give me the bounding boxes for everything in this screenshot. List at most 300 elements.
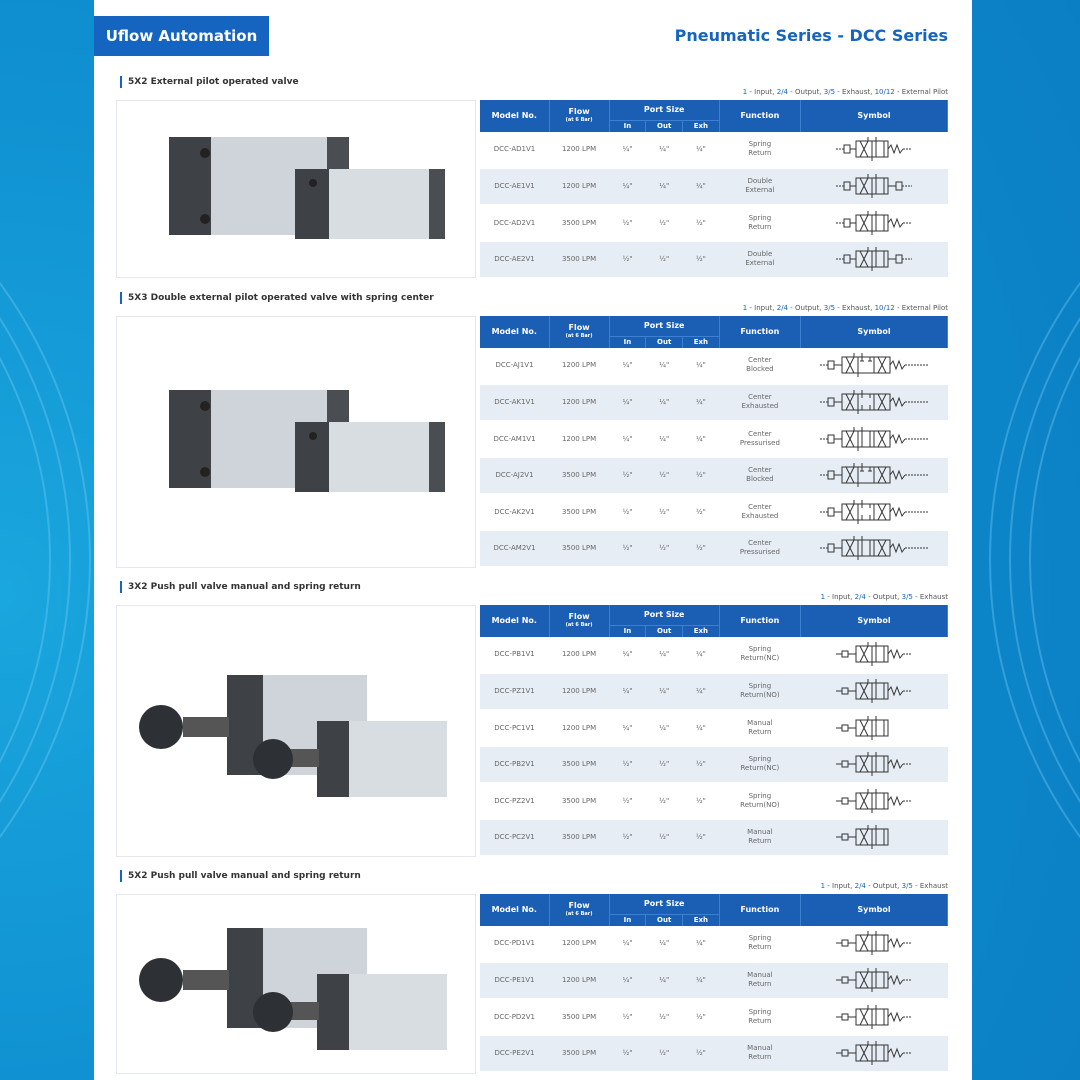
function-line: Manual (747, 718, 773, 727)
function-line: Return (748, 1053, 772, 1062)
function-line: Center (748, 429, 772, 438)
cell-in (609, 962, 646, 999)
product-photo (116, 894, 476, 1074)
cell-function (719, 962, 800, 999)
cell-flow-value: 3500 LPM (561, 760, 597, 769)
column-out-label: Out (657, 627, 672, 635)
table-row (480, 710, 948, 747)
cell-in-value: ½" (622, 255, 633, 264)
cell-exh-value: ¼" (695, 723, 706, 732)
function-line: Pressurised (739, 548, 780, 557)
section-title: 5X2 Push pull valve manual and spring return (120, 870, 361, 882)
column-model (480, 605, 549, 637)
cell-in-value: ¼" (622, 976, 633, 985)
cell-exh-value: ½" (695, 1012, 706, 1021)
legend-part: 1 (742, 88, 748, 96)
function-text (719, 466, 800, 484)
table-row (480, 494, 948, 531)
cell-out-value: ½" (659, 1012, 670, 1021)
cell-flow-value: 3500 LPM (561, 1049, 597, 1058)
column-port-size-label: Port Size (643, 321, 685, 331)
cell-model-value: DCC-AD1V1 (493, 145, 536, 154)
cell-in (609, 168, 646, 205)
cell-exh-value: ¼" (695, 398, 706, 407)
cell-function (719, 999, 800, 1036)
cell-symbol (801, 1035, 948, 1072)
column-in-label: In (623, 338, 632, 346)
legend-part: 3/5 (823, 304, 836, 312)
cell-flow-value: 3500 LPM (561, 471, 597, 480)
cell-flow-value: 3500 LPM (561, 544, 597, 553)
valve-symbol-icon (834, 788, 914, 814)
cell-model-value: DCC-PZ1V1 (494, 687, 535, 696)
cell-flow-value: 1200 LPM (561, 939, 597, 948)
cell-out (646, 926, 683, 963)
cell-in (609, 530, 646, 567)
series-title: Pneumatic Series - DCC Series (674, 26, 948, 45)
cell-out (646, 348, 683, 385)
column-port-size (609, 894, 719, 914)
column-symbol (801, 605, 948, 637)
cell-exh (683, 132, 720, 169)
cell-in (609, 999, 646, 1036)
cell-in-value: ½" (622, 471, 633, 480)
cell-in-value: ½" (622, 796, 633, 805)
cell-in (609, 384, 646, 421)
cell-exh-value: ¼" (695, 650, 706, 659)
legend-part: - Output, (865, 882, 902, 890)
cell-function (719, 926, 800, 963)
cell-exh-value: ½" (695, 507, 706, 516)
cell-model-value: DCC-AE2V1 (494, 255, 535, 264)
column-flow-label: Flow (568, 900, 590, 910)
cell-out-value: ½" (659, 255, 670, 264)
column-exh (683, 625, 720, 637)
column-model-label: Model No. (491, 327, 537, 337)
cell-in (609, 710, 646, 747)
cell-exh (683, 673, 720, 710)
column-port-size (609, 605, 719, 625)
column-out (646, 336, 683, 348)
cell-exh (683, 746, 720, 783)
table-row (480, 999, 948, 1036)
valve-symbol-icon (818, 499, 930, 525)
cell-out-value: ½" (659, 1049, 670, 1058)
column-model (480, 894, 549, 926)
cell-exh (683, 1035, 720, 1072)
cell-flow-value: 3500 LPM (561, 796, 597, 805)
cell-flow (549, 926, 609, 963)
table-row (480, 962, 948, 999)
cell-function (719, 530, 800, 567)
column-function (719, 894, 800, 926)
cell-flow (549, 710, 609, 747)
cell-in (609, 783, 646, 820)
cell-model (480, 168, 549, 205)
cell-exh-value: ¼" (695, 687, 706, 696)
cell-exh (683, 457, 720, 494)
port-legend (743, 88, 948, 96)
column-model-label: Model No. (491, 111, 537, 121)
cell-in-value: ¼" (622, 723, 633, 732)
table-row (480, 926, 948, 963)
function-line: Spring (748, 140, 772, 149)
cell-function (719, 746, 800, 783)
table-row (480, 348, 948, 385)
cell-model (480, 962, 549, 999)
section-title: 5X2 External pilot operated valve (120, 76, 299, 88)
table-row (480, 241, 948, 278)
cell-flow-value: 1200 LPM (561, 145, 597, 154)
cell-in-value: ½" (622, 507, 633, 516)
function-line: Double (747, 177, 773, 186)
product-photo (116, 100, 476, 278)
cell-flow (549, 746, 609, 783)
cell-out-value: ¼" (659, 182, 670, 191)
valve-symbol-icon (834, 246, 914, 272)
cell-flow (549, 494, 609, 531)
column-model-label: Model No. (491, 616, 537, 626)
column-flow (549, 605, 609, 637)
cell-exh (683, 926, 720, 963)
cell-model (480, 530, 549, 567)
port-legend (821, 593, 948, 601)
legend-part: 10/12 (874, 304, 895, 312)
cell-symbol (801, 421, 948, 458)
flow-header (550, 613, 609, 629)
function-text (719, 393, 800, 411)
legend-part: 2/4 (776, 88, 789, 96)
cell-function (719, 132, 800, 169)
legend-part: 2/4 (776, 304, 789, 312)
cell-out (646, 530, 683, 567)
function-line: Return(NC) (740, 764, 780, 773)
cell-in-value: ½" (622, 218, 633, 227)
spec-table (480, 894, 948, 1073)
cell-exh-value: ¼" (695, 434, 706, 443)
cell-exh-value: ¼" (695, 939, 706, 948)
valve-symbol-icon (818, 462, 930, 488)
column-exh (683, 336, 720, 348)
column-in (609, 914, 646, 926)
cell-out (646, 132, 683, 169)
cell-function (719, 783, 800, 820)
column-exh-label: Exh (693, 338, 709, 346)
column-symbol (801, 894, 948, 926)
cell-out-value: ¼" (659, 723, 670, 732)
function-line: Center (748, 356, 772, 365)
cell-symbol (801, 168, 948, 205)
cell-model (480, 710, 549, 747)
cell-flow (549, 241, 609, 278)
cell-flow (549, 457, 609, 494)
function-text (719, 214, 800, 232)
legend-part: 3/5 (901, 593, 913, 601)
cell-model (480, 494, 549, 531)
legend-part: 3/5 (823, 88, 836, 96)
cell-symbol (801, 673, 948, 710)
cell-out (646, 999, 683, 1036)
cell-exh (683, 819, 720, 856)
cell-flow (549, 348, 609, 385)
cell-in (609, 637, 646, 674)
cell-out (646, 494, 683, 531)
column-flow (549, 316, 609, 348)
cell-symbol (801, 962, 948, 999)
cell-symbol (801, 746, 948, 783)
cell-model-value: DCC-AM2V1 (493, 544, 536, 553)
valve-symbol-icon (834, 678, 914, 704)
valve-symbol-icon (834, 136, 914, 162)
cell-exh (683, 384, 720, 421)
cell-in-value: ¼" (622, 650, 633, 659)
cell-flow-value: 1200 LPM (561, 687, 597, 696)
cell-out (646, 241, 683, 278)
cell-exh (683, 999, 720, 1036)
cell-flow (549, 962, 609, 999)
cell-out (646, 783, 683, 820)
cell-exh-value: ½" (695, 796, 706, 805)
legend-part: - Input, (825, 593, 855, 601)
function-line: Double (747, 250, 773, 259)
function-text (719, 934, 800, 952)
function-line: Manual (747, 1044, 773, 1053)
column-exh-label: Exh (693, 916, 709, 924)
legend-part: 2/4 (854, 882, 866, 890)
legend-part: - Exhaust (912, 882, 948, 890)
section-title: 3X2 Push pull valve manual and spring return (120, 581, 361, 593)
valve-symbol-icon (834, 824, 914, 850)
cell-flow-value: 1200 LPM (561, 723, 597, 732)
cell-out-value: ¼" (659, 650, 670, 659)
cell-exh (683, 530, 720, 567)
function-line: Return(NO) (740, 800, 780, 809)
cell-flow (549, 673, 609, 710)
function-text (719, 140, 800, 158)
cell-model (480, 819, 549, 856)
column-out (646, 914, 683, 926)
column-flow (549, 894, 609, 926)
table-row (480, 1035, 948, 1072)
cell-flow (549, 205, 609, 242)
cell-model-value: DCC-AK1V1 (494, 398, 535, 407)
cell-exh (683, 421, 720, 458)
function-text (719, 356, 800, 374)
legend-part: - External Pilot (894, 304, 948, 312)
function-line: Exhausted (741, 402, 779, 411)
valve-symbol-icon (818, 535, 930, 561)
function-text (719, 1008, 800, 1026)
cell-exh (683, 710, 720, 747)
table-row (480, 457, 948, 494)
legend-part: - Exhaust, (835, 88, 875, 96)
legend-part: - External Pilot (894, 88, 948, 96)
function-line: Spring (748, 934, 772, 943)
column-symbol-label: Symbol (857, 616, 891, 626)
cell-out-value: ½" (659, 544, 670, 553)
cell-out (646, 1035, 683, 1072)
cell-model (480, 673, 549, 710)
cell-model (480, 241, 549, 278)
function-line: Return(NC) (740, 654, 780, 663)
function-text (719, 828, 800, 846)
legend-part: 1 (742, 304, 748, 312)
cell-flow-value: 1200 LPM (561, 434, 597, 443)
valve-symbol-icon (834, 210, 914, 236)
function-line: Spring (748, 645, 772, 654)
cell-function (719, 168, 800, 205)
function-text (719, 250, 800, 268)
cell-out (646, 421, 683, 458)
cell-exh-value: ½" (695, 833, 706, 842)
function-line: Blocked (746, 475, 774, 484)
cell-in-value: ¼" (622, 182, 633, 191)
column-in-label: In (623, 916, 632, 924)
cell-out-value: ¼" (659, 976, 670, 985)
cell-model-value: DCC-AM1V1 (493, 434, 536, 443)
cell-model-value: DCC-PB1V1 (494, 650, 535, 659)
column-flow-sublabel: (at 6 Bar) (565, 910, 593, 917)
function-line: Pressurised (739, 438, 780, 447)
legend-part: 1 (820, 882, 826, 890)
cell-model (480, 384, 549, 421)
function-line: External (745, 259, 775, 268)
cell-exh-value: ½" (695, 218, 706, 227)
valve-symbol-icon (818, 352, 930, 378)
column-port-size-label: Port Size (643, 105, 685, 115)
table-row (480, 168, 948, 205)
cell-out (646, 168, 683, 205)
function-line: Spring (748, 1007, 772, 1016)
column-out-label: Out (657, 916, 672, 924)
cell-out (646, 746, 683, 783)
cell-exh (683, 168, 720, 205)
spec-table (480, 605, 948, 857)
column-symbol-label: Symbol (857, 111, 891, 121)
cell-in-value: ½" (622, 1049, 633, 1058)
cell-out (646, 205, 683, 242)
function-line: Return (748, 149, 772, 158)
spec-table (480, 316, 948, 568)
column-model (480, 316, 549, 348)
cell-out (646, 637, 683, 674)
cell-in (609, 457, 646, 494)
cell-in (609, 1035, 646, 1072)
cell-out (646, 962, 683, 999)
cell-exh (683, 637, 720, 674)
cell-symbol (801, 132, 948, 169)
cell-in (609, 819, 646, 856)
cell-flow (549, 530, 609, 567)
function-line: Center (748, 466, 772, 475)
cell-flow-value: 1200 LPM (561, 361, 597, 370)
function-line: Return(NO) (740, 691, 780, 700)
cell-flow (549, 168, 609, 205)
product-section (116, 581, 950, 895)
port-legend (821, 882, 948, 890)
cell-in-value: ¼" (622, 687, 633, 696)
flow-header (550, 902, 609, 918)
cell-in (609, 746, 646, 783)
column-in (609, 120, 646, 132)
table-row (480, 132, 948, 169)
cell-out (646, 457, 683, 494)
cell-in-value: ½" (622, 760, 633, 769)
function-line: Return (748, 837, 772, 846)
cell-flow (549, 132, 609, 169)
cell-in (609, 926, 646, 963)
function-line: External (745, 186, 775, 195)
cell-flow (549, 783, 609, 820)
cell-out-value: ½" (659, 507, 670, 516)
function-line: Spring (748, 755, 772, 764)
cell-function (719, 673, 800, 710)
legend-part: - Input, (747, 304, 777, 312)
cell-out (646, 819, 683, 856)
cell-exh-value: ½" (695, 255, 706, 264)
legend-part: - Output, (788, 304, 824, 312)
cell-function (719, 384, 800, 421)
cell-model (480, 926, 549, 963)
column-in (609, 625, 646, 637)
cell-in (609, 673, 646, 710)
legend-part: - Input, (825, 882, 855, 890)
cell-in (609, 421, 646, 458)
column-out-label: Out (657, 122, 672, 130)
spec-table (480, 100, 948, 279)
function-text (719, 645, 800, 663)
legend-part: - Input, (747, 88, 777, 96)
valve-photo-icon (117, 606, 475, 856)
valve-symbol-icon (834, 967, 914, 993)
cell-exh-value: ¼" (695, 976, 706, 985)
cell-symbol (801, 926, 948, 963)
cell-flow-value: 3500 LPM (561, 833, 597, 842)
column-exh (683, 120, 720, 132)
function-line: Manual (747, 828, 773, 837)
cell-flow-value: 1200 LPM (561, 398, 597, 407)
cell-flow-value: 1200 LPM (561, 650, 597, 659)
cell-exh (683, 348, 720, 385)
column-port-size-label: Port Size (643, 899, 685, 909)
cell-exh-value: ¼" (695, 361, 706, 370)
cell-out-value: ½" (659, 833, 670, 842)
table-row (480, 384, 948, 421)
column-function (719, 316, 800, 348)
cell-function (719, 241, 800, 278)
cell-model (480, 348, 549, 385)
cell-in-value: ¼" (622, 145, 633, 154)
cell-function (719, 421, 800, 458)
column-flow-sublabel: (at 6 Bar) (565, 116, 593, 123)
legend-part: - Exhaust (912, 593, 948, 601)
cell-in (609, 132, 646, 169)
cell-model-value: DCC-PE2V1 (494, 1049, 535, 1058)
valve-symbol-icon (818, 389, 930, 415)
cell-model (480, 132, 549, 169)
cell-out-value: ½" (659, 796, 670, 805)
table-row (480, 819, 948, 856)
cell-out-value: ¼" (659, 434, 670, 443)
valve-symbol-icon (834, 1040, 914, 1066)
column-exh-label: Exh (693, 122, 709, 130)
function-line: Center (748, 539, 772, 548)
column-flow-label: Flow (568, 106, 590, 116)
function-text (719, 682, 800, 700)
cell-symbol (801, 999, 948, 1036)
function-text (719, 755, 800, 773)
cell-model (480, 1035, 549, 1072)
